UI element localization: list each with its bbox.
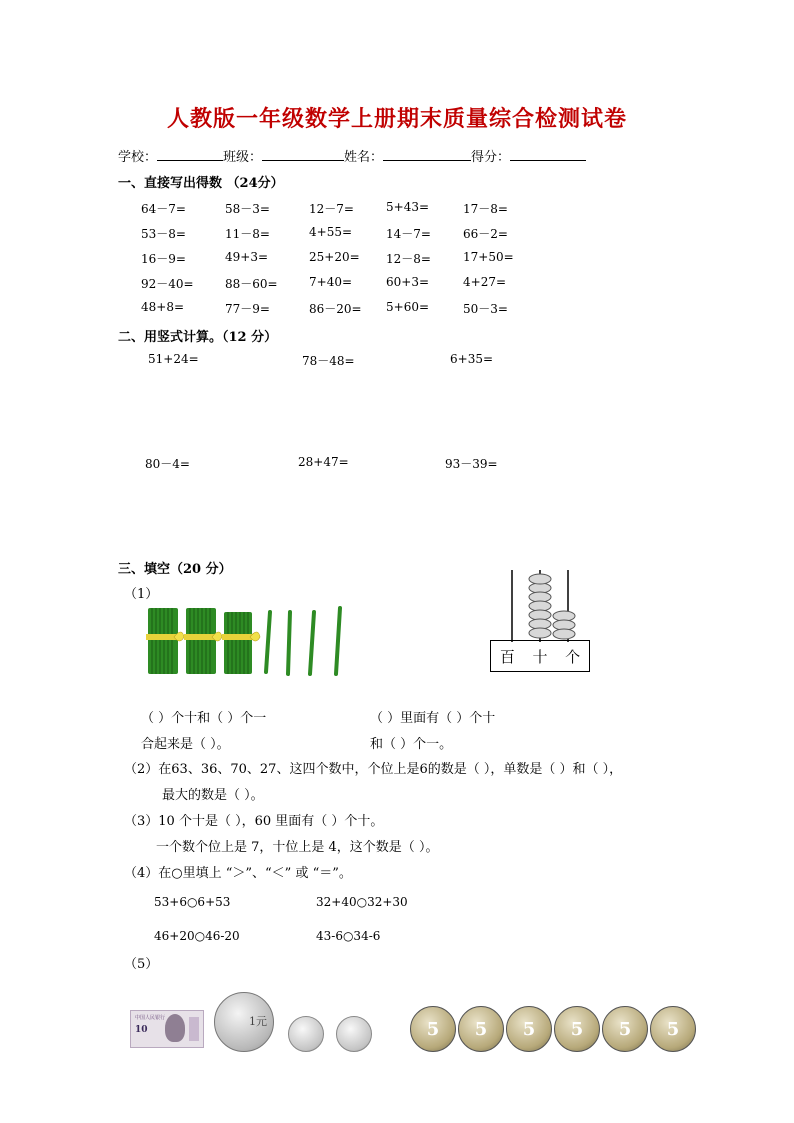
- q1-left-line2: 合起来是（ ）。: [141, 737, 230, 752]
- ones-beads: [553, 611, 575, 639]
- calc-item: 92－40=: [141, 277, 194, 291]
- calc-item: 17+50=: [463, 250, 514, 264]
- calc-item: 5+43=: [386, 200, 430, 214]
- abacus-label-ones: 个: [565, 647, 581, 666]
- bundle-of-ten: [222, 612, 260, 674]
- five-jiao-coin: 5: [410, 1006, 456, 1052]
- five-jiao-coin: 5: [506, 1006, 552, 1052]
- tens-beads: [529, 574, 551, 638]
- calc-item: 4+27=: [463, 275, 507, 289]
- q2-line2: 最大的数是（ ）。: [162, 788, 264, 803]
- q1-left-line1: （ ）个十和（ ）个一: [141, 711, 267, 726]
- q1-label: （1）: [124, 587, 159, 602]
- student-info: [118, 146, 586, 165]
- section3-heading: 三、填空（20 分）: [118, 562, 232, 577]
- page-title: 人教版一年级数学上册期末质量综合检测试卷: [166, 106, 627, 132]
- name-label: 姓名：: [344, 150, 384, 165]
- calc-item: 64－7=: [141, 202, 186, 216]
- one-jiao-coin: [336, 1016, 372, 1052]
- q1-right-line2: 和（ ）个一。: [370, 737, 453, 752]
- compare-item: 32+40○32+30: [316, 895, 408, 909]
- q4-line: （4）在○里填上 “＞”、“＜” 或 “＝”。: [124, 866, 352, 881]
- calc-item: 5+60=: [386, 300, 430, 314]
- watermark-icon: [189, 1017, 199, 1041]
- abacus-label-box: [490, 640, 590, 672]
- name-blank[interactable]: [383, 148, 471, 161]
- calc-item: 14－7=: [386, 227, 431, 241]
- banknote-value: 10: [135, 1025, 148, 1035]
- vertical-calc-item: 78－48=: [302, 354, 355, 368]
- calc-item: 12－8=: [386, 252, 431, 266]
- calc-item: 60+3=: [386, 275, 430, 289]
- calc-item: 11－8=: [225, 227, 270, 241]
- q1-right-line1: （ ）里面有（ ）个十: [370, 711, 496, 726]
- calc-item: 25+20=: [309, 250, 360, 264]
- five-jiao-coin: 5: [554, 1006, 600, 1052]
- calc-item: 58－3=: [225, 202, 270, 216]
- school-label: 学校：: [118, 150, 158, 165]
- five-jiao-coin: 5: [458, 1006, 504, 1052]
- q3-line1: （3）10 个十是（ ），60 里面有（ ）个十。: [124, 814, 384, 829]
- q3-line2: 一个数个位上是 7，十位上是 4，这个数是（ ）。: [156, 840, 439, 855]
- compare-item: 43-6○34-6: [316, 929, 381, 943]
- abacus-label-hundreds: 百: [499, 647, 515, 666]
- ten-yuan-banknote: [130, 1010, 204, 1048]
- q5-label: （5）: [124, 957, 159, 972]
- abacus-label-tens: 十: [532, 647, 548, 666]
- calc-item: 77－9=: [225, 302, 270, 316]
- calc-item: 88－60=: [225, 277, 278, 291]
- calc-item: 7+40=: [309, 275, 353, 289]
- one-yuan-coin: [214, 992, 274, 1052]
- calc-item: 4+55=: [309, 225, 353, 239]
- bundle-of-ten: [146, 608, 184, 674]
- compare-item: 53+6○6+53: [154, 895, 231, 909]
- vertical-calc-item: 93－39=: [445, 457, 498, 471]
- compare-item: 46+20○46-20: [154, 929, 240, 943]
- vertical-calc-item: 28+47=: [298, 455, 349, 469]
- section1-heading: 一、直接写出得数 （24分）: [118, 176, 284, 191]
- class-blank[interactable]: [262, 148, 344, 161]
- one-jiao-coin: [288, 1016, 324, 1052]
- coin-value: 1元: [249, 1015, 267, 1028]
- school-blank[interactable]: [157, 148, 223, 161]
- vertical-calc-item: 80－4=: [145, 457, 190, 471]
- calc-item: 17－8=: [463, 202, 508, 216]
- calc-item: 50－3=: [463, 302, 508, 316]
- five-jiao-coin: 5: [602, 1006, 648, 1052]
- score-label: 得分：: [471, 150, 511, 165]
- single-sticks: [266, 608, 340, 674]
- calc-item: 16－9=: [141, 252, 186, 266]
- banknote-text: 中国人民银行: [135, 1015, 166, 1021]
- calc-item: 49+3=: [225, 250, 269, 264]
- vertical-calc-item: 51+24=: [148, 352, 199, 366]
- portrait-icon: [165, 1014, 185, 1042]
- abacus: [490, 568, 590, 672]
- five-jiao-coin: 5: [650, 1006, 696, 1052]
- calc-item: 53－8=: [141, 227, 186, 241]
- calc-item: 86－20=: [309, 302, 362, 316]
- score-blank[interactable]: [510, 148, 586, 161]
- stick-bundles-illustration: [140, 604, 360, 680]
- class-label: 班级：: [223, 150, 263, 165]
- calc-item: 66－2=: [463, 227, 508, 241]
- bundle-of-ten: [184, 608, 222, 674]
- calc-item: 12－7=: [309, 202, 354, 216]
- section2-heading: 二、用竖式计算。（12 分）: [118, 330, 278, 345]
- calc-item: 48+8=: [141, 300, 185, 314]
- q2-line1: （2）在63、36、70、27、这四个数中，个位上是6的数是（ ），单数是（ ）和（ ），: [124, 762, 623, 777]
- abacus-rods: [490, 568, 590, 644]
- vertical-calc-item: 6+35=: [450, 352, 494, 366]
